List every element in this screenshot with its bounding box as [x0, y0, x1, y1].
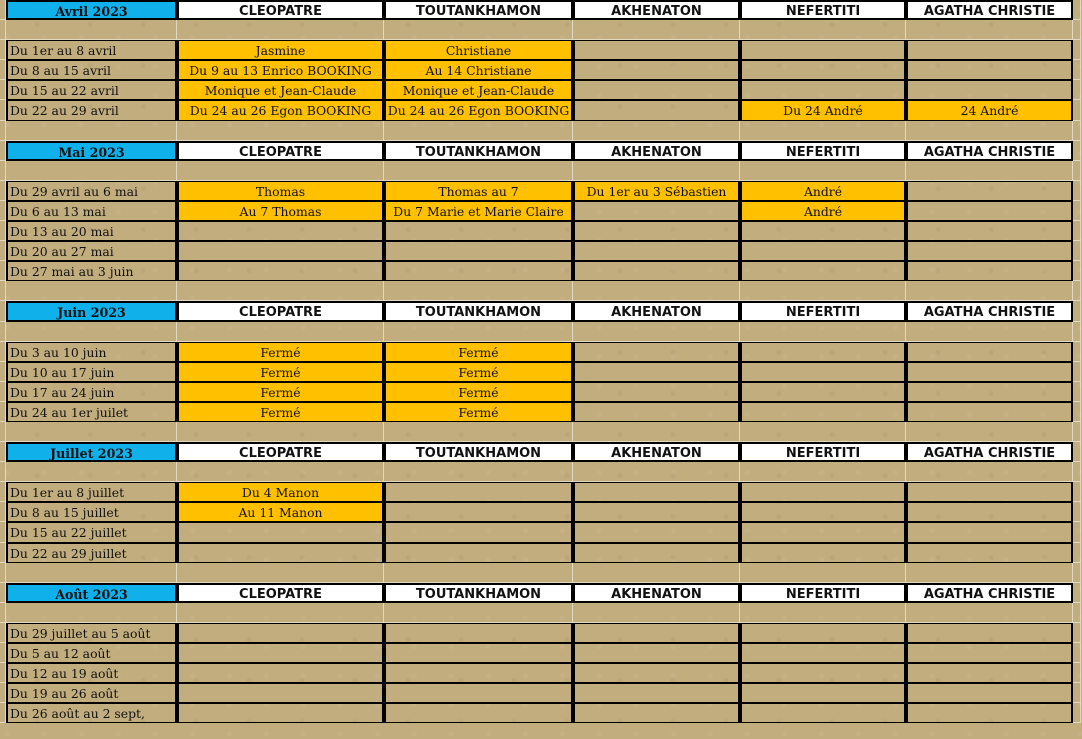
grid-cell[interactable]: [384, 462, 573, 482]
column-header-akhenaton[interactable]: AKHENATON: [573, 301, 740, 321]
booking-cell[interactable]: Du 1er au 3 Sébastien: [573, 181, 740, 201]
grid-cell[interactable]: [573, 422, 740, 442]
grid-cell[interactable]: [1073, 703, 1081, 723]
column-header-cleopatre[interactable]: CLEOPATRE: [177, 141, 384, 161]
booking-cell[interactable]: [573, 362, 740, 382]
week-label[interactable]: Du 15 au 22 avril: [6, 80, 177, 100]
grid-cell[interactable]: [906, 121, 1073, 141]
booking-cell[interactable]: [740, 522, 906, 542]
column-header-agatha-christie[interactable]: AGATHA CHRISTIE: [906, 0, 1073, 20]
booking-cell[interactable]: [740, 261, 906, 281]
booking-cell[interactable]: [177, 543, 384, 563]
grid-cell[interactable]: [740, 603, 906, 623]
grid-cell[interactable]: [573, 322, 740, 342]
booking-cell[interactable]: [573, 60, 740, 80]
grid-cell[interactable]: [573, 20, 740, 40]
booking-cell[interactable]: [906, 382, 1073, 402]
grid-cell[interactable]: [1073, 241, 1081, 261]
booking-cell[interactable]: [177, 703, 384, 723]
grid-cell[interactable]: [6, 161, 177, 181]
grid-cell[interactable]: [740, 281, 906, 301]
booking-cell[interactable]: [177, 261, 384, 281]
grid-cell[interactable]: [906, 20, 1073, 40]
booking-cell[interactable]: [740, 40, 906, 60]
booking-cell[interactable]: [573, 543, 740, 563]
booking-cell[interactable]: [906, 643, 1073, 663]
booking-cell[interactable]: [906, 80, 1073, 100]
week-label[interactable]: Du 29 avril au 6 mai: [6, 181, 177, 201]
grid-cell[interactable]: [384, 603, 573, 623]
grid-cell[interactable]: [1073, 623, 1081, 643]
booking-cell[interactable]: [384, 623, 573, 643]
booking-cell[interactable]: [740, 623, 906, 643]
booking-cell[interactable]: Fermé: [177, 382, 384, 402]
booking-cell[interactable]: [177, 643, 384, 663]
booking-cell[interactable]: [740, 663, 906, 683]
booking-cell[interactable]: [906, 522, 1073, 542]
booking-cell[interactable]: [177, 241, 384, 261]
grid-cell[interactable]: [1073, 221, 1081, 241]
grid-cell[interactable]: [573, 281, 740, 301]
week-label[interactable]: Du 5 au 12 août: [6, 643, 177, 663]
booking-cell[interactable]: [177, 623, 384, 643]
booking-cell[interactable]: [573, 482, 740, 502]
month-header[interactable]: Juin 2023: [6, 301, 177, 321]
grid-cell[interactable]: [1073, 683, 1081, 703]
grid-cell[interactable]: [6, 20, 177, 40]
booking-cell[interactable]: [906, 342, 1073, 362]
column-header-agatha-christie[interactable]: AGATHA CHRISTIE: [906, 141, 1073, 161]
column-header-cleopatre[interactable]: CLEOPATRE: [177, 583, 384, 603]
week-label[interactable]: Du 19 au 26 août: [6, 683, 177, 703]
booking-cell[interactable]: [740, 342, 906, 362]
booking-cell[interactable]: [177, 221, 384, 241]
grid-cell[interactable]: [384, 563, 573, 583]
grid-cell[interactable]: [177, 462, 384, 482]
grid-cell[interactable]: [740, 422, 906, 442]
booking-cell[interactable]: Thomas: [177, 181, 384, 201]
grid-cell[interactable]: [177, 563, 384, 583]
booking-cell[interactable]: Du 24 au 26 Egon BOOKING: [384, 100, 573, 120]
booking-cell[interactable]: Fermé: [384, 342, 573, 362]
column-header-cleopatre[interactable]: CLEOPATRE: [177, 442, 384, 462]
grid-cell[interactable]: [1073, 563, 1081, 583]
grid-cell[interactable]: [6, 322, 177, 342]
grid-cell[interactable]: [573, 121, 740, 141]
grid-cell[interactable]: [6, 422, 177, 442]
booking-cell[interactable]: [177, 663, 384, 683]
grid-cell[interactable]: [906, 281, 1073, 301]
column-header-agatha-christie[interactable]: AGATHA CHRISTIE: [906, 442, 1073, 462]
booking-cell[interactable]: [573, 221, 740, 241]
grid-cell[interactable]: [906, 422, 1073, 442]
grid-cell[interactable]: [1073, 100, 1081, 120]
grid-cell[interactable]: [1073, 60, 1081, 80]
grid-cell[interactable]: [740, 462, 906, 482]
column-header-nefertiti[interactable]: NEFERTITI: [740, 141, 906, 161]
grid-cell[interactable]: [1073, 643, 1081, 663]
grid-cell[interactable]: [6, 121, 177, 141]
booking-cell[interactable]: Du 9 au 13 Enrico BOOKING: [177, 60, 384, 80]
booking-cell[interactable]: [906, 261, 1073, 281]
grid-cell[interactable]: [1073, 281, 1081, 301]
grid-cell[interactable]: [1073, 40, 1081, 60]
booking-cell[interactable]: [906, 362, 1073, 382]
booking-cell[interactable]: Au 14 Christiane: [384, 60, 573, 80]
grid-cell[interactable]: [177, 322, 384, 342]
booking-cell[interactable]: Fermé: [384, 402, 573, 422]
grid-cell[interactable]: [177, 422, 384, 442]
grid-cell[interactable]: [1073, 322, 1081, 342]
booking-cell[interactable]: [740, 382, 906, 402]
booking-cell[interactable]: [906, 663, 1073, 683]
grid-cell[interactable]: [1073, 301, 1081, 321]
booking-cell[interactable]: Du 24 au 26 Egon BOOKING: [177, 100, 384, 120]
booking-cell[interactable]: [740, 60, 906, 80]
booking-cell[interactable]: [906, 543, 1073, 563]
booking-cell[interactable]: [740, 543, 906, 563]
grid-cell[interactable]: [177, 121, 384, 141]
grid-cell[interactable]: [740, 161, 906, 181]
week-label[interactable]: Du 24 au 1er juilet: [6, 402, 177, 422]
booking-cell[interactable]: Christiane: [384, 40, 573, 60]
grid-cell[interactable]: [740, 322, 906, 342]
week-label[interactable]: Du 22 au 29 avril: [6, 100, 177, 120]
booking-cell[interactable]: [573, 623, 740, 643]
grid-cell[interactable]: [573, 563, 740, 583]
column-header-agatha-christie[interactable]: AGATHA CHRISTIE: [906, 583, 1073, 603]
booking-cell[interactable]: Du 7 Marie et Marie Claire: [384, 201, 573, 221]
grid-cell[interactable]: [1073, 442, 1081, 462]
booking-cell[interactable]: [573, 382, 740, 402]
grid-cell[interactable]: [1073, 462, 1081, 482]
grid-cell[interactable]: [573, 161, 740, 181]
booking-cell[interactable]: [740, 502, 906, 522]
booking-cell[interactable]: Monique et Jean-Claude: [384, 80, 573, 100]
grid-cell[interactable]: [1073, 663, 1081, 683]
grid-cell[interactable]: [1073, 362, 1081, 382]
booking-cell[interactable]: [384, 543, 573, 563]
column-header-nefertiti[interactable]: NEFERTITI: [740, 583, 906, 603]
booking-cell[interactable]: Jasmine: [177, 40, 384, 60]
booking-cell[interactable]: [573, 40, 740, 60]
grid-cell[interactable]: [1073, 422, 1081, 442]
week-label[interactable]: Du 3 au 10 juin: [6, 342, 177, 362]
booking-cell[interactable]: [384, 261, 573, 281]
month-header[interactable]: Mai 2023: [6, 141, 177, 161]
booking-cell[interactable]: [740, 362, 906, 382]
week-label[interactable]: Du 10 au 17 juin: [6, 362, 177, 382]
grid-cell[interactable]: [177, 161, 384, 181]
booking-cell[interactable]: [384, 663, 573, 683]
column-header-cleopatre[interactable]: CLEOPATRE: [177, 301, 384, 321]
grid-cell[interactable]: [1073, 181, 1081, 201]
grid-cell[interactable]: [1073, 80, 1081, 100]
booking-cell[interactable]: Monique et Jean-Claude: [177, 80, 384, 100]
week-label[interactable]: Du 26 août au 2 sept,: [6, 703, 177, 723]
booking-cell[interactable]: [740, 643, 906, 663]
booking-cell[interactable]: [906, 482, 1073, 502]
column-header-nefertiti[interactable]: NEFERTITI: [740, 0, 906, 20]
grid-cell[interactable]: [1073, 121, 1081, 141]
booking-cell[interactable]: [906, 40, 1073, 60]
grid-cell[interactable]: [1073, 502, 1081, 522]
booking-cell[interactable]: [906, 241, 1073, 261]
column-header-agatha-christie[interactable]: AGATHA CHRISTIE: [906, 301, 1073, 321]
grid-cell[interactable]: [1073, 583, 1081, 603]
booking-cell[interactable]: [573, 683, 740, 703]
booking-cell[interactable]: Au 7 Thomas: [177, 201, 384, 221]
booking-cell[interactable]: [573, 522, 740, 542]
booking-cell[interactable]: [384, 683, 573, 703]
week-label[interactable]: Du 15 au 22 juillet: [6, 522, 177, 542]
column-header-nefertiti[interactable]: NEFERTITI: [740, 442, 906, 462]
week-label[interactable]: Du 29 juillet au 5 août: [6, 623, 177, 643]
booking-cell[interactable]: [906, 201, 1073, 221]
booking-cell[interactable]: [740, 482, 906, 502]
week-label[interactable]: Du 1er au 8 avril: [6, 40, 177, 60]
grid-cell[interactable]: [906, 603, 1073, 623]
booking-cell[interactable]: [573, 342, 740, 362]
month-header[interactable]: Avril 2023: [6, 0, 177, 20]
grid-cell[interactable]: [177, 281, 384, 301]
booking-cell[interactable]: André: [740, 201, 906, 221]
booking-cell[interactable]: Fermé: [177, 362, 384, 382]
booking-cell[interactable]: [906, 703, 1073, 723]
column-header-akhenaton[interactable]: AKHENATON: [573, 442, 740, 462]
booking-cell[interactable]: Fermé: [177, 342, 384, 362]
grid-cell[interactable]: [1073, 482, 1081, 502]
booking-cell[interactable]: [906, 181, 1073, 201]
grid-cell[interactable]: [384, 322, 573, 342]
week-label[interactable]: Du 6 au 13 mai: [6, 201, 177, 221]
grid-cell[interactable]: [384, 20, 573, 40]
booking-cell[interactable]: [573, 502, 740, 522]
grid-cell[interactable]: [6, 462, 177, 482]
week-label[interactable]: Du 1er au 8 juillet: [6, 482, 177, 502]
grid-cell[interactable]: [1073, 543, 1081, 563]
grid-cell[interactable]: [1073, 522, 1081, 542]
column-header-toutankhamon[interactable]: TOUTANKHAMON: [384, 442, 573, 462]
month-header[interactable]: Août 2023: [6, 583, 177, 603]
week-label[interactable]: Du 12 au 19 août: [6, 663, 177, 683]
week-label[interactable]: Du 20 au 27 mai: [6, 241, 177, 261]
booking-cell[interactable]: [740, 703, 906, 723]
booking-cell[interactable]: Fermé: [384, 382, 573, 402]
week-label[interactable]: Du 8 au 15 juillet: [6, 502, 177, 522]
grid-cell[interactable]: [384, 422, 573, 442]
booking-cell[interactable]: [573, 80, 740, 100]
grid-cell[interactable]: [1073, 141, 1081, 161]
column-header-toutankhamon[interactable]: TOUTANKHAMON: [384, 141, 573, 161]
week-label[interactable]: Du 17 au 24 juin: [6, 382, 177, 402]
grid-cell[interactable]: [1073, 161, 1081, 181]
booking-cell[interactable]: [384, 482, 573, 502]
booking-cell[interactable]: [740, 221, 906, 241]
grid-cell[interactable]: [6, 281, 177, 301]
column-header-toutankhamon[interactable]: TOUTANKHAMON: [384, 583, 573, 603]
grid-cell[interactable]: [1073, 402, 1081, 422]
booking-cell[interactable]: [573, 643, 740, 663]
booking-cell[interactable]: [573, 663, 740, 683]
column-header-akhenaton[interactable]: AKHENATON: [573, 141, 740, 161]
grid-cell[interactable]: [177, 603, 384, 623]
booking-cell[interactable]: [384, 502, 573, 522]
grid-cell[interactable]: [384, 121, 573, 141]
booking-cell[interactable]: [573, 703, 740, 723]
booking-cell[interactable]: Fermé: [177, 402, 384, 422]
booking-cell[interactable]: Fermé: [384, 362, 573, 382]
booking-cell[interactable]: [384, 221, 573, 241]
booking-cell[interactable]: [384, 241, 573, 261]
booking-cell[interactable]: Au 11 Manon: [177, 502, 384, 522]
grid-cell[interactable]: [6, 603, 177, 623]
week-label[interactable]: Du 27 mai au 3 juin: [6, 261, 177, 281]
grid-cell[interactable]: [906, 563, 1073, 583]
booking-cell[interactable]: [177, 683, 384, 703]
column-header-akhenaton[interactable]: AKHENATON: [573, 0, 740, 20]
booking-cell[interactable]: [573, 100, 740, 120]
grid-cell[interactable]: [906, 322, 1073, 342]
grid-cell[interactable]: [177, 20, 384, 40]
booking-cell[interactable]: [906, 502, 1073, 522]
booking-cell[interactable]: [740, 402, 906, 422]
grid-cell[interactable]: [1073, 603, 1081, 623]
booking-cell[interactable]: [384, 643, 573, 663]
grid-cell[interactable]: [1073, 20, 1081, 40]
booking-cell[interactable]: [384, 522, 573, 542]
booking-cell[interactable]: [177, 522, 384, 542]
booking-cell[interactable]: [906, 623, 1073, 643]
grid-cell[interactable]: [1073, 382, 1081, 402]
booking-cell[interactable]: [384, 703, 573, 723]
booking-cell[interactable]: [740, 241, 906, 261]
column-header-nefertiti[interactable]: NEFERTITI: [740, 301, 906, 321]
booking-cell[interactable]: [906, 683, 1073, 703]
booking-cell[interactable]: [740, 80, 906, 100]
grid-cell[interactable]: [1073, 261, 1081, 281]
grid-cell[interactable]: [906, 161, 1073, 181]
month-header[interactable]: Juillet 2023: [6, 442, 177, 462]
grid-cell[interactable]: [573, 462, 740, 482]
booking-cell[interactable]: André: [740, 181, 906, 201]
grid-cell[interactable]: [906, 462, 1073, 482]
grid-cell[interactable]: [573, 603, 740, 623]
grid-cell[interactable]: [1073, 201, 1081, 221]
grid-cell[interactable]: [384, 161, 573, 181]
booking-cell[interactable]: [906, 402, 1073, 422]
booking-cell[interactable]: Du 4 Manon: [177, 482, 384, 502]
booking-cell[interactable]: [573, 201, 740, 221]
booking-cell[interactable]: [573, 261, 740, 281]
grid-cell[interactable]: [6, 563, 177, 583]
week-label[interactable]: Du 22 au 29 juillet: [6, 543, 177, 563]
booking-cell[interactable]: 24 André: [906, 100, 1073, 120]
booking-cell[interactable]: [906, 60, 1073, 80]
booking-cell[interactable]: [573, 241, 740, 261]
booking-cell[interactable]: [573, 402, 740, 422]
column-header-toutankhamon[interactable]: TOUTANKHAMON: [384, 301, 573, 321]
column-header-akhenaton[interactable]: AKHENATON: [573, 583, 740, 603]
column-header-cleopatre[interactable]: CLEOPATRE: [177, 0, 384, 20]
booking-cell[interactable]: [906, 221, 1073, 241]
booking-cell[interactable]: Du 24 André: [740, 100, 906, 120]
booking-cell[interactable]: [740, 683, 906, 703]
week-label[interactable]: Du 13 au 20 mai: [6, 221, 177, 241]
booking-cell[interactable]: Thomas au 7: [384, 181, 573, 201]
column-header-toutankhamon[interactable]: TOUTANKHAMON: [384, 0, 573, 20]
grid-cell[interactable]: [1073, 0, 1081, 20]
grid-cell[interactable]: [1073, 342, 1081, 362]
grid-cell[interactable]: [740, 563, 906, 583]
grid-cell[interactable]: [384, 281, 573, 301]
grid-cell[interactable]: [740, 121, 906, 141]
grid-cell[interactable]: [740, 20, 906, 40]
week-label[interactable]: Du 8 au 15 avril: [6, 60, 177, 80]
